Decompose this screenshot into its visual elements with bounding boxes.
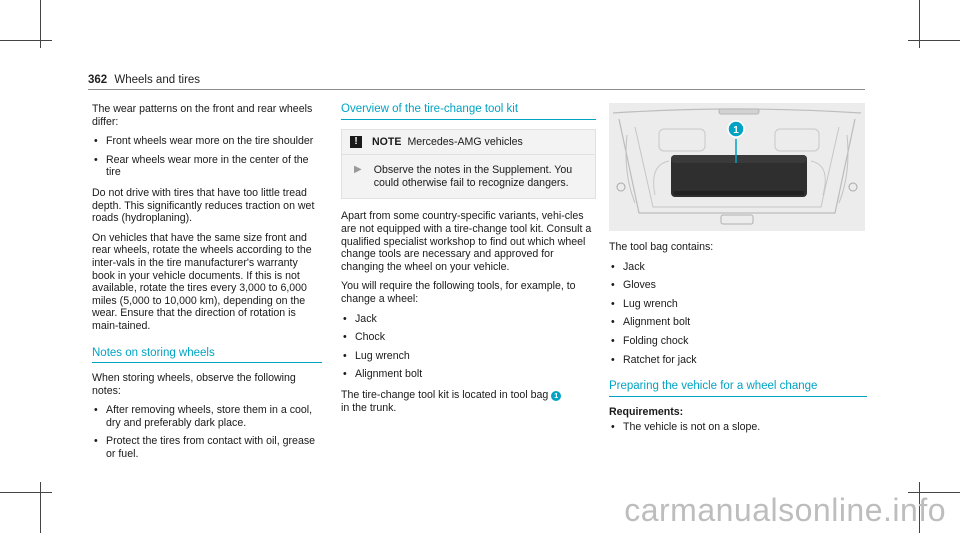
list-item: • Protect the tires from contact with oil, grease or fuel. — [92, 435, 322, 460]
location-tail: in the trunk. — [341, 401, 397, 414]
note-box — [341, 129, 596, 200]
list-item: • Lug wrench — [341, 350, 596, 363]
list-item: • Chock — [341, 331, 596, 344]
storing-list — [92, 404, 322, 460]
page-header — [88, 74, 200, 86]
column-3 — [609, 103, 867, 442]
callout-badge: 1 — [551, 391, 561, 401]
trunk-tool-bag-image — [609, 103, 865, 231]
rotation-paragraph: On vehicles that have the same size front and rear wheels, rotate the wheels according to the inter-vals in the tire manufacturer's warranty book in your vehicle documents. If this is not available, rotate the tires every 3,000 to 6,000 miles (5,000 to 10,000 km), depending on the wear. Ensure that the direction of rotation is main-tained. — [92, 231, 312, 332]
crop-mark — [0, 40, 52, 41]
note-text: Observe the notes in the Supplement. You could otherwise fail to recognize dangers. — [373, 164, 573, 189]
crop-mark — [908, 40, 960, 41]
section-title: Wheels and tires — [114, 74, 201, 86]
tread-paragraph: Do not drive with tires that have too little tread depth. This significantly reduces traction on wet roads (hydroplaning). — [92, 186, 315, 225]
warning-icon: ! — [350, 136, 362, 148]
tools-list — [341, 313, 596, 381]
bag-list — [609, 261, 867, 367]
note-header — [342, 130, 595, 156]
play-arrow-icon: ▶ — [354, 164, 362, 176]
list-item: • Front wheels wear more on the tire shoulder — [92, 135, 322, 148]
section-heading-preparing: Preparing the vehicle for a wheel change — [609, 380, 867, 397]
section-heading-storing: Notes on storing wheels — [92, 347, 322, 364]
list-item: • Ratchet for jack — [609, 354, 867, 367]
list-item: • Jack — [609, 261, 867, 274]
location-text: The tire-change tool kit is located in tool bag — [341, 388, 549, 401]
requirements-list — [609, 421, 867, 434]
wear-intro: The wear patterns on the front and rear wheels differ: — [92, 103, 313, 128]
list-item: • After removing wheels, store them in a cool, dry and preferably dark place. — [92, 404, 322, 429]
header-divider — [88, 89, 865, 90]
list-item: • The vehicle is not on a slope. — [609, 421, 867, 434]
note-body — [342, 155, 595, 198]
list-item: • Rear wheels wear more in the center of the tire — [92, 154, 322, 179]
requirements-label: Requirements: — [609, 405, 684, 418]
wear-list — [92, 135, 322, 179]
list-item: • Folding chock — [609, 335, 867, 348]
bag-intro: The tool bag contains: — [609, 241, 714, 253]
note-title: Mercedes-AMG vehicles — [407, 135, 523, 148]
column-1 — [92, 103, 322, 469]
watermark: carmanualsonline.info — [624, 492, 946, 528]
storing-intro: When storing wheels, observe the following notes: — [92, 372, 296, 397]
list-item: • Lug wrench — [609, 298, 867, 311]
list-item: • Jack — [341, 313, 596, 326]
column-2 — [341, 103, 596, 421]
trunk-illustration — [609, 103, 865, 231]
list-item: • Gloves — [609, 279, 867, 292]
note-label: NOTE — [372, 135, 402, 148]
section-heading-tool-kit: Overview of the tire-change tool kit — [341, 103, 596, 120]
tools-intro: You will require the following tools, for example, to change a wheel: — [341, 280, 576, 305]
crop-mark — [0, 492, 52, 493]
crop-mark — [40, 482, 41, 533]
equipment-paragraph: Apart from some country-specific variants, vehi-cles are not equipped with a tire-change tool kit. Consult a qualified specialist workshop to find out which wheel change tools are necessary and approved for changing the wheel on your vehicle. — [341, 210, 592, 273]
page-number: 362 — [88, 74, 108, 86]
list-item: • Alignment bolt — [609, 316, 867, 329]
tool-location-text — [341, 389, 596, 414]
image-callout: 1 — [733, 125, 739, 136]
list-item: • Alignment bolt — [341, 368, 596, 381]
